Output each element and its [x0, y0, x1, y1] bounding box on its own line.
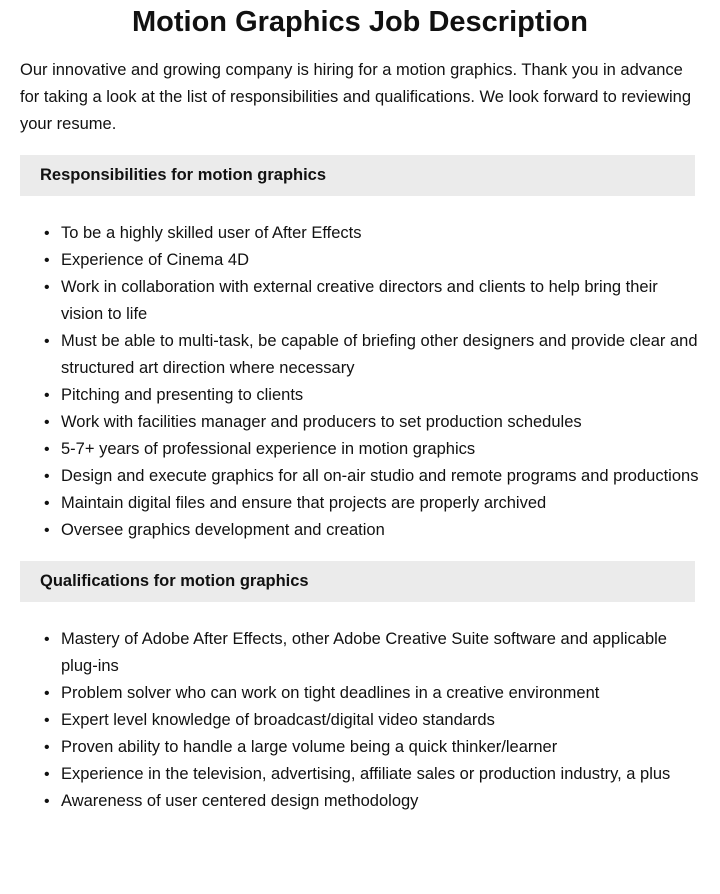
page-title: Motion Graphics Job Description	[132, 6, 588, 38]
list-item: • To be a highly skilled user of After Effects	[61, 220, 700, 247]
responsibilities-list	[20, 220, 700, 544]
list-item: • Must be able to multi-task, be capable of briefing other designers and provide clear and structured art direction where necessary	[61, 328, 700, 382]
section-qualifications	[20, 561, 700, 815]
list-item: • Mastery of Adobe After Effects, other Adobe Creative Suite software and applicable plug-ins	[61, 626, 700, 680]
list-item: • Pitching and presenting to clients	[61, 382, 700, 409]
list-item: • Work in collaboration with external creative directors and clients to help bring their vision to life	[61, 274, 700, 328]
qualifications-list	[20, 626, 700, 815]
list-item: • Problem solver who can work on tight deadlines in a creative environment	[61, 680, 700, 707]
list-item: • Maintain digital files and ensure that projects are properly archived	[61, 490, 700, 517]
section-responsibilities	[20, 155, 700, 544]
intro-paragraph: Our innovative and growing company is hiring for a motion graphics. Thank you in advance for taking a look at the list of responsibilities and qualifications. We look forward to reviewing your resume.	[20, 61, 692, 133]
list-item: • Work with facilities manager and producers to set production schedules	[61, 409, 700, 436]
list-item: • Experience in the television, advertising, affiliate sales or production industry, a plus	[61, 761, 700, 788]
list-item: • Experience of Cinema 4D	[61, 247, 700, 274]
section-heading-responsibilities: Responsibilities for motion graphics	[20, 155, 695, 196]
list-item: • Proven ability to handle a large volume being a quick thinker/learner	[61, 734, 700, 761]
section-heading-qualifications: Qualifications for motion graphics	[20, 561, 695, 602]
list-item: • Expert level knowledge of broadcast/digital video standards	[61, 707, 700, 734]
list-item: • Design and execute graphics for all on-air studio and remote programs and productions	[61, 463, 700, 490]
list-item: • 5-7+ years of professional experience in motion graphics	[61, 436, 700, 463]
list-item: • Oversee graphics development and creation	[61, 517, 700, 544]
list-item: • Awareness of user centered design methodology	[61, 788, 700, 815]
